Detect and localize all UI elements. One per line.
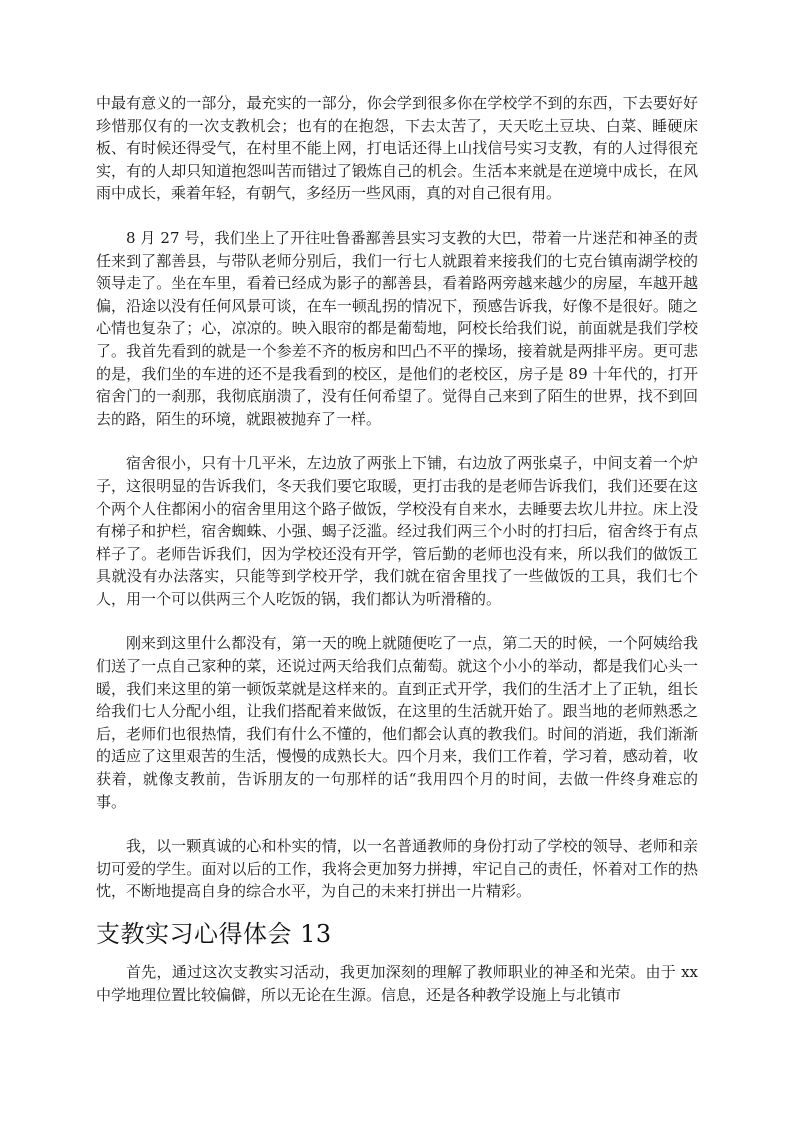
paragraph-dormitory: 宿舍很小，只有十几平米，左边放了两张上下铺，右边放了两张桌子，中间支着一个炉子，这很明显的告诉我们，冬天我们要它取暖，更打击我的是老师告诉我们，我们还要在这个两个人住都闲小的宿舍里用这个路子做饭，学校没有自来水，去睡要去坎儿井拉。床上没有梯子和护栏，宿舍蜘蛛、小强、蝎子泛滥。经过我们两三个小时的打扫后，宿舍终于有点样子了。老师告诉我们，因为学校还没有开学，管后勤的老师也没有来，所以我们的做饭工具就没有办法落实，只能等到学校开学，我们就在宿舍里找了一些做饭的工具，我们七个人，用一个可以供两三个人吃饭的锅，我们都认为听滑稽的。 [96, 454, 698, 608]
paragraph-section-intro: 首先，通过这次支教实习活动，我更加深刻的理解了教师职业的神圣和光荣。由于 xx 中学地理位置比较偏僻，所以无论在生源。信息，还是各种教学设施上与北镇市 [96, 963, 698, 1004]
section-heading: 支教实习心得体会 13 [96, 920, 332, 948]
paragraph-continuation: 中最有意义的一部分，最充实的一部分，你会学到很多你在学校学不到的东西，下去要好好珍惜那仅有的一次支教机会；也有的在抱怨，下去太苦了，天天吃土豆块、白菜、睡硬床板、有时候还得受气，在村里不能上网，打电话还得上山找信号实习支教，有的人过得很充实，有的人却只知道抱怨叫苦而错过了锻炼自己的机会。生活本来就是在逆境中成长，在风雨中成长，乘着年轻，有朝气，多经历一些风雨，真的对自己很有用。 [96, 94, 698, 203]
paragraph-settling-in: 刚来到这里什么都没有，第一天的晚上就随便吃了一点，第二天的时候，一个阿姨给我们送了一点自己家种的菜，还说过两天给我们点葡萄。就这个小小的举动，都是我们心头一暖，我们来这里的第一顿饭菜就是这样来的。直到正式开学，我们的生活才上了正轨，组长给我们七人分配小组，让我们搭配着来做饭，在这里的生活就开始了。跟当地的老师熟悉之后，老师们也很热情，我们有什么不懂的，他们都会认真的教我们。时间的消逝，我们渐渐的适应了这里艰苦的生活，慢慢的成熟长大。四个月来，我们工作着，学习着，感动着，收获着，就像支教前，告诉朋友的一句那样的话“我用四个月的时间，去做一件终身难忘的事。 [96, 634, 698, 811]
document-page [96, 92, 698, 1006]
paragraph-trip-arrival: 8 月 27 号，我们坐上了开往吐鲁番鄯善县实习支教的大巴，带着一片迷茫和神圣的责任来到了鄯善县，与带队老师分别后，我们一行七人就跟着来接我们的七克台镇南湖学校的领导走了。坐在车里，看着已经成为影子的鄯善县，看着路两旁越来越少的房屋，车越开越偏，沿途以没有任何风景可谈，在车一顿乱拐的情况下，预感告诉我，好像不是很好。随之心情也复杂了；心，凉凉的。映入眼帘的都是葡萄地，阿校长给我们说，前面就是我们学校了。我首先看到的就是一个参差不齐的板房和凹凸不平的操场，接着就是两排平房。更可悲的是，我们坐的车进的还不是我看到的校区，是他们的老校区，房子是 89 十年代的，打开宿舍门的一刹那，我彻底崩溃了，没有任何希望了。觉得自己来到了陌生的世界，找不到回去的路，陌生的环境，就跟被抛弃了一样。 [96, 228, 698, 428]
paragraph-conclusion: 我，以一颗真诚的心和朴实的情，以一名普通教师的身份打动了学校的领导、老师和亲切可爱的学生。面对以后的工作，我将会更加努力拼搏，牢记自己的责任，怀着对工作的热忱，不断地提高自身的综合水平，为自己的未来打拼出一片精彩。 [96, 837, 698, 901]
